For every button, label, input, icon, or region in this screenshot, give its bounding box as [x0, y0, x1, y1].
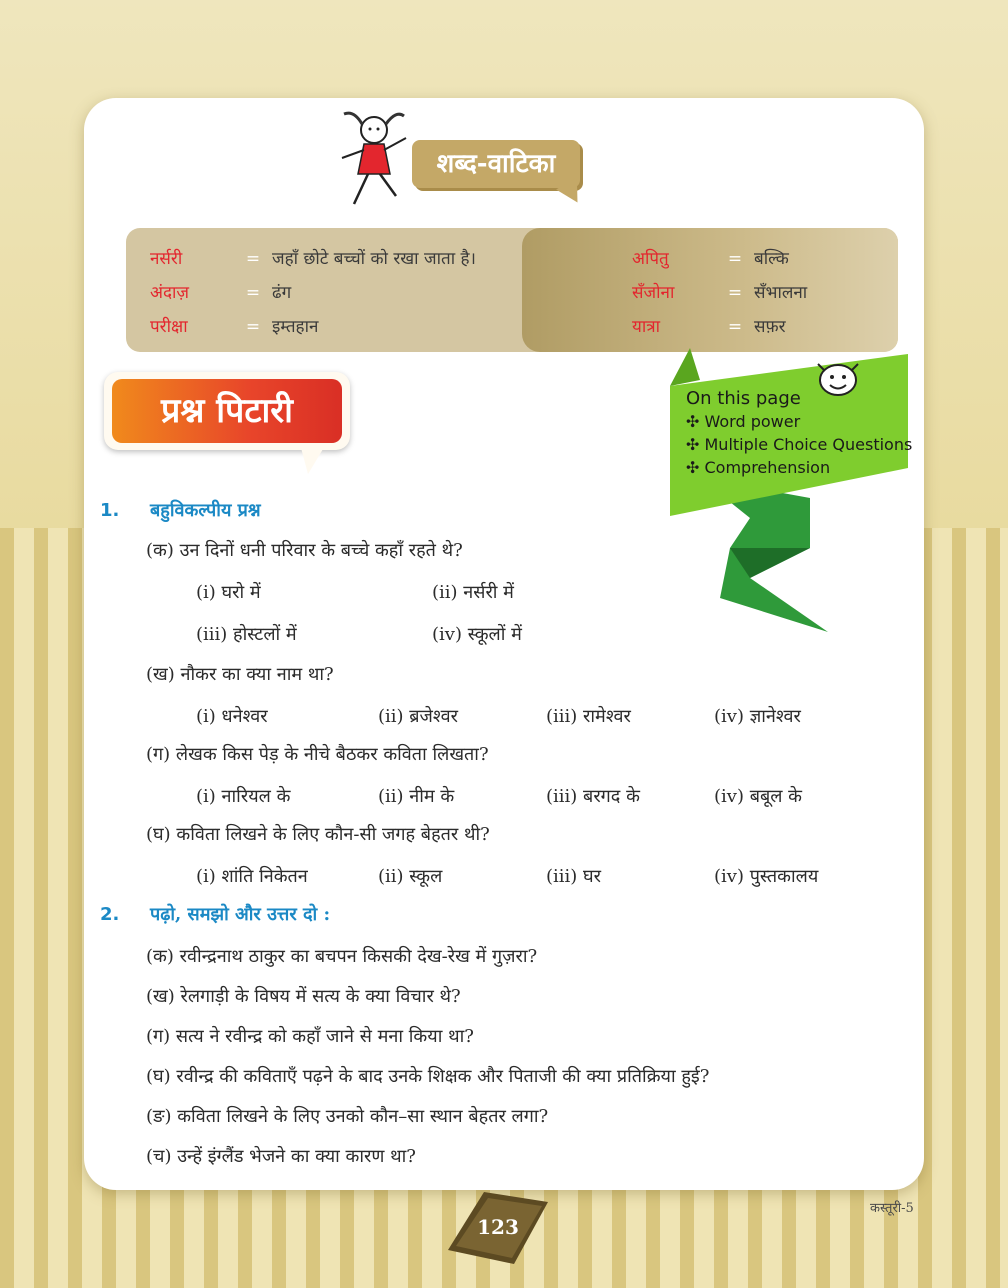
mcq-option: (iv) स्कूलों में — [432, 624, 522, 645]
word: परीक्षा — [150, 317, 188, 337]
equals-sign: = — [727, 283, 743, 303]
equals-sign: = — [727, 317, 743, 337]
mcq-option: (iv) पुस्तकालय — [714, 866, 819, 887]
mcq-option: (iii) घर — [546, 866, 602, 887]
mcq-question: (क) उन दिनों धनी परिवार के बच्चे कहाँ रहते थे? — [146, 540, 463, 561]
girl-illustration — [334, 104, 414, 212]
page-number-badge — [444, 1190, 552, 1266]
mcq-option: (i) धनेश्वर — [196, 706, 268, 727]
meaning: सफ़र — [754, 317, 786, 337]
equals-sign: = — [245, 249, 261, 269]
word-bank-left-column — [150, 246, 476, 348]
section-banner-label: प्रश्न पिटारी — [161, 391, 293, 431]
comprehension-question: (क) रवीन्द्रनाथ ठाकुर का बचपन किसकी देख-रेख में गुज़रा? — [146, 946, 538, 967]
meaning: बल्कि — [754, 249, 789, 269]
mcq-option: (i) शांति निकेतन — [196, 866, 308, 887]
word-entry — [632, 314, 807, 348]
word: अंदाज़ — [150, 283, 190, 303]
word-entry — [632, 280, 807, 314]
meaning: इम्तहान — [272, 317, 319, 337]
comprehension-question: (ङ) कविता लिखने के लिए उनको कौन–सा स्थान बेहतर लगा? — [146, 1106, 549, 1127]
meaning: जहाँ छोटे बच्चों को रखा जाता है। — [272, 249, 476, 269]
mcq-option: (ii) ब्रजेश्वर — [378, 706, 458, 727]
question-2-heading: पढ़ो, समझो और उत्तर दो : — [150, 904, 331, 925]
section-banner-inner — [112, 379, 342, 443]
info-box-title: On this page — [686, 388, 801, 409]
mcq-option: (ii) स्कूल — [378, 866, 443, 887]
word: यात्रा — [632, 317, 661, 337]
info-box-item: ✣ Word power — [686, 412, 801, 431]
page-title: शब्द-वाटिका — [436, 149, 556, 179]
question-1-heading: बहुविकल्पीय प्रश्न — [150, 500, 261, 521]
meaning: ढंग — [272, 283, 292, 303]
equals-sign: = — [245, 283, 261, 303]
comprehension-question: (ख) रेलगाड़ी के विषय में सत्य के क्या विचार थे? — [146, 986, 461, 1007]
equals-sign: = — [727, 249, 743, 269]
mcq-option: (i) घरो में — [196, 582, 261, 603]
info-box-item: ✣ Multiple Choice Questions — [686, 435, 913, 454]
word: अपितु — [632, 249, 669, 269]
mcq-option: (iv) बबूल के — [714, 786, 802, 807]
mcq-option: (ii) नर्सरी में — [432, 582, 514, 603]
section-banner — [104, 372, 350, 450]
mcq-option: (iii) बरगद के — [546, 786, 640, 807]
info-box — [686, 388, 916, 481]
word-entry — [632, 246, 807, 280]
mcq-option: (iii) रामेश्वर — [546, 706, 631, 727]
book-label: कस्तूरी-5 — [870, 1201, 914, 1216]
word-entry — [150, 314, 476, 348]
comprehension-question: (घ) रवीन्द्र की कविताएँ पढ़ने के बाद उनके शिक्षक और पिताजी की क्या प्रतिक्रिया हुई? — [146, 1066, 710, 1087]
meaning: सँभालना — [754, 283, 808, 303]
mcq-question: (ग) लेखक किस पेड़ के नीचे बैठकर कविता लिखता? — [146, 744, 489, 765]
equals-sign: = — [245, 317, 261, 337]
question-2-number: 2. — [100, 904, 120, 925]
mcq-option: (iv) ज्ञानेश्वर — [714, 706, 801, 727]
page-number: 123 — [477, 1215, 519, 1239]
mcq-option: (i) नारियल के — [196, 786, 291, 807]
word-entry — [150, 246, 476, 280]
title-banner — [412, 140, 580, 188]
question-1-number: 1. — [100, 500, 120, 521]
mcq-question: (घ) कविता लिखने के लिए कौन-सी जगह बेहतर थी? — [146, 824, 490, 845]
mcq-option: (ii) नीम के — [378, 786, 455, 807]
comprehension-question: (ग) सत्य ने रवीन्द्र को कहाँ जाने से मना किया था? — [146, 1026, 474, 1047]
info-box-item: ✣ Comprehension — [686, 458, 831, 477]
mcq-option: (iii) होस्टलों में — [196, 624, 297, 645]
section-banner-tail — [300, 444, 326, 474]
comprehension-question: (च) उन्हें इंग्लैंड भेजने का क्या कारण था? — [146, 1146, 416, 1167]
word: सँजोना — [632, 283, 675, 303]
mcq-question: (ख) नौकर का क्या नाम था? — [146, 664, 334, 685]
word-entry — [150, 280, 476, 314]
word-bank-right-column — [632, 246, 807, 348]
word: नर्सरी — [150, 249, 183, 269]
